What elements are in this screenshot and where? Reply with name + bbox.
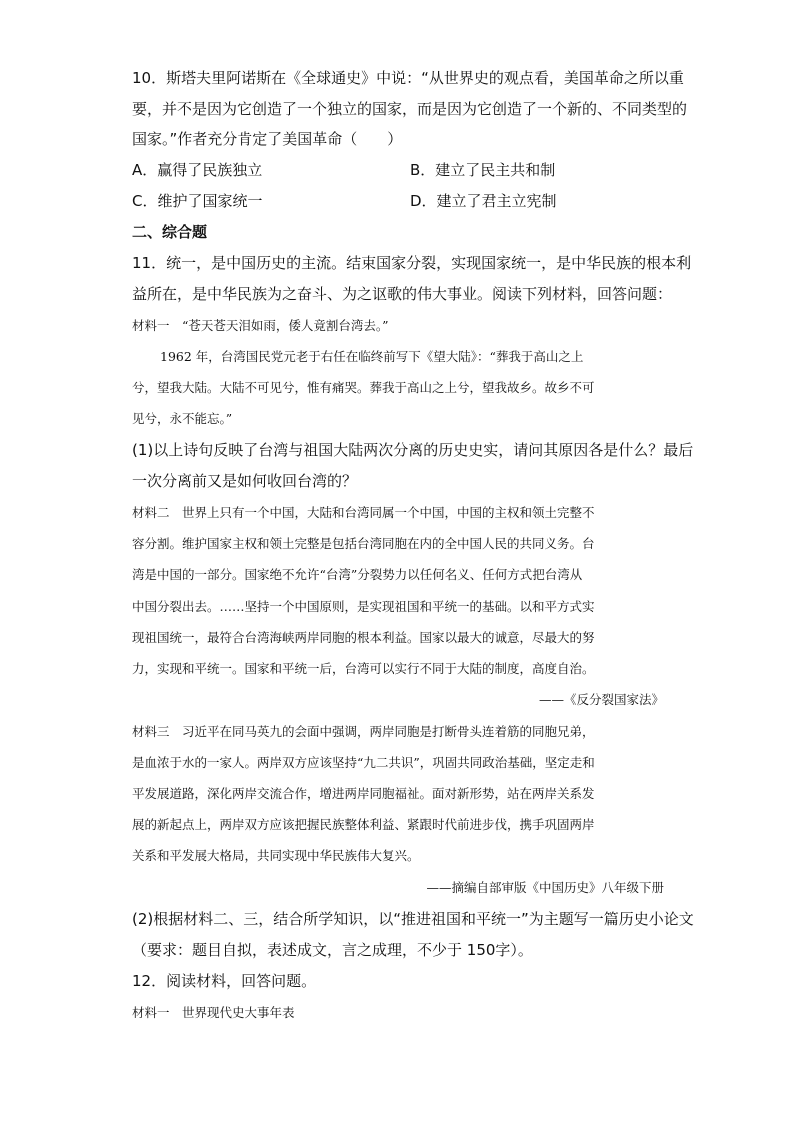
q11-material2-source: ——《反分裂国家法》	[538, 692, 664, 707]
q11-material3-line-2: 是血浓于水的一家人。两岸双方应该坚持“九二共识”，巩固共同政治基础，坚定走和	[132, 755, 595, 770]
q11-material3-source: ——摘编自部审版《中国历史》八年级下册	[426, 880, 664, 895]
q11-material3-line-5: 关系和平发展大格局，共同实现中华民族伟大复兴。	[132, 848, 420, 863]
q10-stem-line-1: 10．斯塔夫里阿诺斯在《全球通史》中说：“从世界史的观点看，美国革命之所以重	[132, 69, 684, 87]
q11-material2-line-5: 现祖国统一，最符合台湾海峡两岸同胞的根本利益。国家以最大的诚意，尽最大的努	[132, 630, 595, 645]
q11-material2-line-3: 湾是中国的一部分。国家绝不允许“台湾”分裂势力以任何名义、任何方式把台湾从	[132, 567, 583, 582]
q11-material2-line-6: 力，实现和平统一。国家和平统一后，台湾可以实行不同于大陆的制度，高度自治。	[132, 661, 595, 676]
q12-stem: 12．阅读材料，回答问题。	[132, 972, 317, 990]
q11-material2-line-1: 材料二 世界上只有一个中国，大陆和台湾同属一个中国，中国的主权和领土完整不	[132, 505, 595, 520]
q11-material1-line-4: 见兮，永不能忘。”	[132, 411, 233, 426]
q11-material1-line-3: 兮，望我大陆。大陆不可见兮，惟有痛哭。葬我于高山之上兮，望我故乡。故乡不可	[132, 380, 595, 395]
q11-question2-line-2: （要求：题目自拟，表述成文，言之成理，不少于 150字）。	[132, 941, 533, 959]
q11-material3-line-3: 平发展道路，深化两岸交流合作，增进两岸同胞福祉。面对新形势，站在两岸关系发	[132, 786, 595, 801]
q11-material1-line-2: 1962 年，台湾国民党元老于右任在临终前写下《望大陆》：“葬我于高山之上	[160, 349, 584, 364]
q11-material2-line-2: 容分割。维护国家主权和领土完整是包括台湾同胞在内的全中国人民的共同义务。台	[132, 536, 595, 551]
q10-option-b: B．建立了民主共和制	[410, 161, 556, 179]
q11-material3-line-4: 展的新起点上，两岸双方应该把握民族整体利益、紧跟时代前进步伐，携手巩固两岸	[132, 817, 595, 832]
q10-stem-line-3: 国家。”作者充分肯定了美国革命（ ）	[132, 130, 403, 148]
q10-stem-line-2: 要，并不是因为它创造了一个独立的国家，而是因为它创造了一个新的、不同类型的	[132, 100, 688, 118]
section-title: 二、综合题	[132, 223, 208, 241]
q11-intro-line-1: 11．统一，是中国历史的主流。结束国家分裂，实现国家统一，是中华民族的根本利	[132, 254, 692, 272]
q12-material1-label: 材料一 世界现代史大事年表	[132, 1005, 295, 1020]
q10-option-a: A．赢得了民族独立	[132, 161, 263, 179]
q11-material1-line-1: 材料一 “苍天苍天泪如雨，倭人竟割台湾去。”	[132, 318, 389, 333]
q11-question1-line-2: 一次分离前又是如何收回台湾的？	[132, 472, 358, 490]
q11-question2-line-1: (2)根据材料二、三，结合所学知识，以“推进祖国和平统一”为主题写一篇历史小论文	[132, 910, 694, 928]
q11-intro-line-2: 益所在，是中华民族为之奋斗、为之讴歌的伟大事业。阅读下列材料，回答问题：	[132, 285, 673, 303]
q10-option-c: C．维护了国家统一	[132, 192, 263, 210]
q11-question1-line-1: (1)以上诗句反映了台湾与祖国大陆两次分离的历史史实，请问其原因各是什么？最后	[132, 441, 694, 459]
q10-option-d: D．建立了君主立宪制	[410, 192, 557, 210]
q11-material3-line-1: 材料三 习近平在同马英九的会面中强调，两岸同胞是打断骨头连着筋的同胞兄弟，	[132, 724, 595, 739]
q11-material2-line-4: 中国分裂出去。……坚持一个中国原则，是实现祖国和平统一的基础。以和平方式实	[132, 599, 595, 614]
